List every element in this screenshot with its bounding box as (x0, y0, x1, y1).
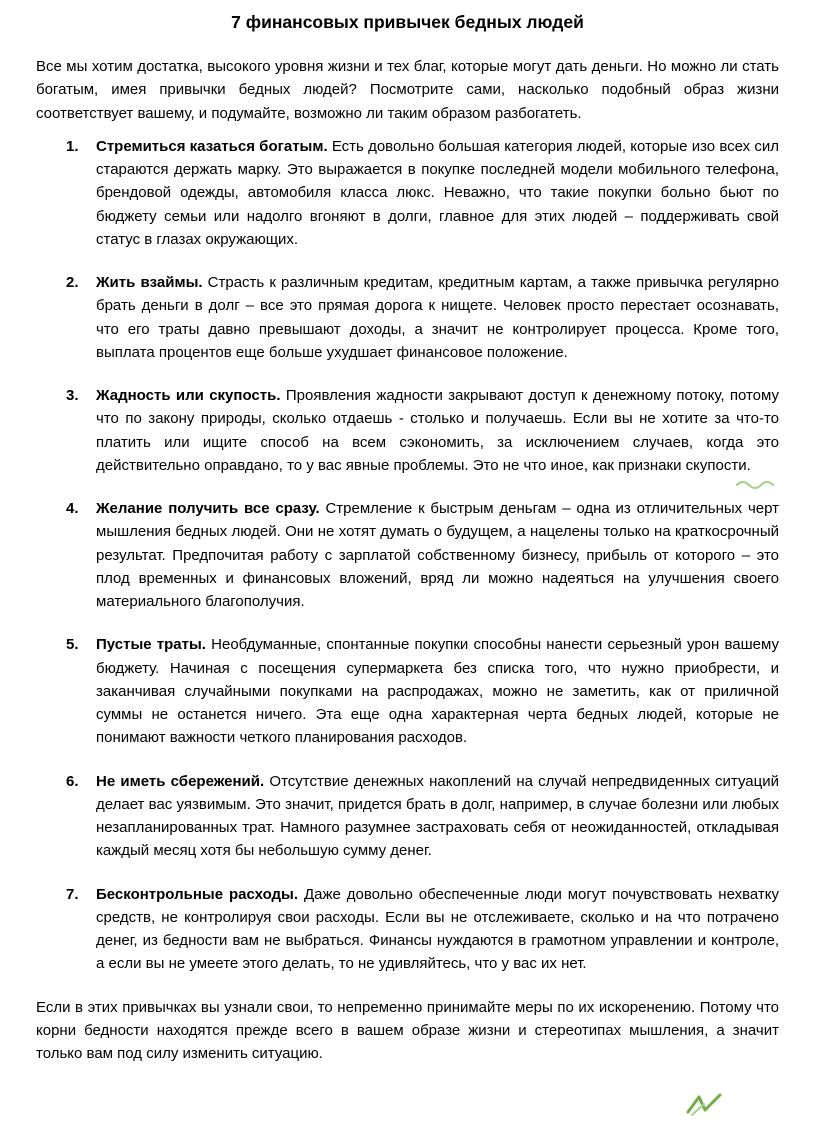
item-body-text: Стремление к быстрым деньгам – одна из отличительных черт мышления бедных людей. Они не хотят думать о будущем, а нацелены только на краткосрочный результат. Предпочитая работу с зарплатой собственному бизнесу, прибыль от которого – это плод временных и финансовых вложений, вряд ли можно надеяться на улучшения своего материального благополучия. (96, 500, 779, 610)
item-number: 4. (66, 500, 79, 517)
item-body-text: Проявления жадности закрывают доступ к денежному потоку, потому что по закону природы, сколько отдаешь - столько и получаешь. Если вы не хотите за что-то платить или ищите способ на всем сэкономить, за исключением случаев, когда это действительно оправдано, то у вас явные проблемы. Это не что иное, как признаки скупости. (96, 387, 780, 474)
item-number: 6. (66, 772, 79, 790)
item-body-text: Необдуманные, спонтанные покупки способны нанести серьезный урон вашему бюджету. Начиная с посещения супермаркета без списка того, что нужно приобрести, и заканчивая случайными покупками на распродажах, можно не заметить, как от приличной суммы не останется ничего. Эта еще одна характерная черта бедных людей, которые не понимают важности четкого планирования расходов. (96, 636, 779, 747)
list-item (66, 271, 779, 364)
habits-list (36, 135, 779, 976)
item-lead-text: Желание получить все сразу. (96, 500, 320, 517)
list-item (66, 384, 779, 477)
list-item (66, 770, 779, 863)
item-body-text: Даже довольно обеспеченные люди могут почувствовать нехватку средств, не контролируя свои расходы. Если вы не отслеживаете, сколько и на что потрачено денег, из бедности вам не выбраться. Финансы нуждаются в грамотном управлении и контроле, а если вы не умеете этого делать, то не удивляйтесь, что у вас их нет. (96, 885, 780, 973)
item-number: 3. (66, 387, 79, 404)
item-body-text: Отсутствие денежных накоплений на случай непредвиденных ситуаций делает вас уязвимым. Это значит, придется брать в долг, например, в случае болезни или любых незапланированных трат. Намного разумнее застраховать себя от неожиданностей, откладывая каждый месяц хотя бы небольшую сумму денег. (96, 772, 779, 860)
list-item (66, 883, 779, 976)
item-lead-text: Жить взаймы. (96, 274, 203, 291)
list-item (66, 497, 779, 613)
item-body-text: Страсть к различным кредитам, кредитным картам, а также привычка регулярно брать деньги в долг – все это прямая дорога к нищете. Человек просто перестает осознавать, что его траты давно превышают доходы, а значит не контролирует процесса. Кроме того, выплата процентов еще больше ухудшает финансовое положение. (96, 274, 780, 361)
item-body-text: Есть довольно большая категория людей, которые изо всех сил стараются держать марку. Это выражается в покупке последней модели мобильного телефона, брендовой одежды, автомобиля класса люкс. Неважно, что такие покупки больно бьют по бюджету семьи или надолго вгоняют в долги, главное для этих людей – поддерживать свой статус в глазах окружающих. (96, 137, 780, 248)
item-number: 5. (66, 636, 79, 654)
item-lead-text: Бесконтрольные расходы. (96, 885, 299, 903)
item-number: 7. (66, 885, 79, 903)
intro-paragraph: Все мы хотим достатка, высокого уровня жизни и тех благ, которые могут дать деньги. Но можно ли стать богатым, имея привычки бедных людей? Посмотрите сами, насколько подобный образ жизни соответствует вашему, и подумайте, возможно ли таким образом разбогатеть. (36, 58, 779, 122)
list-item (66, 633, 779, 749)
item-lead-text: Пустые траты. (96, 636, 206, 654)
item-lead-text: Жадность или скупость. (96, 387, 281, 404)
conclusion-paragraph: Если в этих привычках вы узнали свои, то непременно принимайте меры по их искоренению. Потому что корни бедности находятся прежде всего в вашем образе жизни и стереотипах мышления, а значит только вам под силу изменить ситуацию. (36, 998, 779, 1062)
item-lead-text: Не иметь сбережений. (96, 772, 265, 790)
item-number: 1. (66, 137, 79, 155)
document-title: 7 финансовых привычек бедных людей (231, 12, 584, 32)
item-number: 2. (66, 274, 79, 291)
item-lead-text: Стремиться казаться богатым. (96, 137, 328, 155)
green-scribble-artifact-icon (684, 1092, 726, 1122)
list-item (66, 135, 779, 251)
